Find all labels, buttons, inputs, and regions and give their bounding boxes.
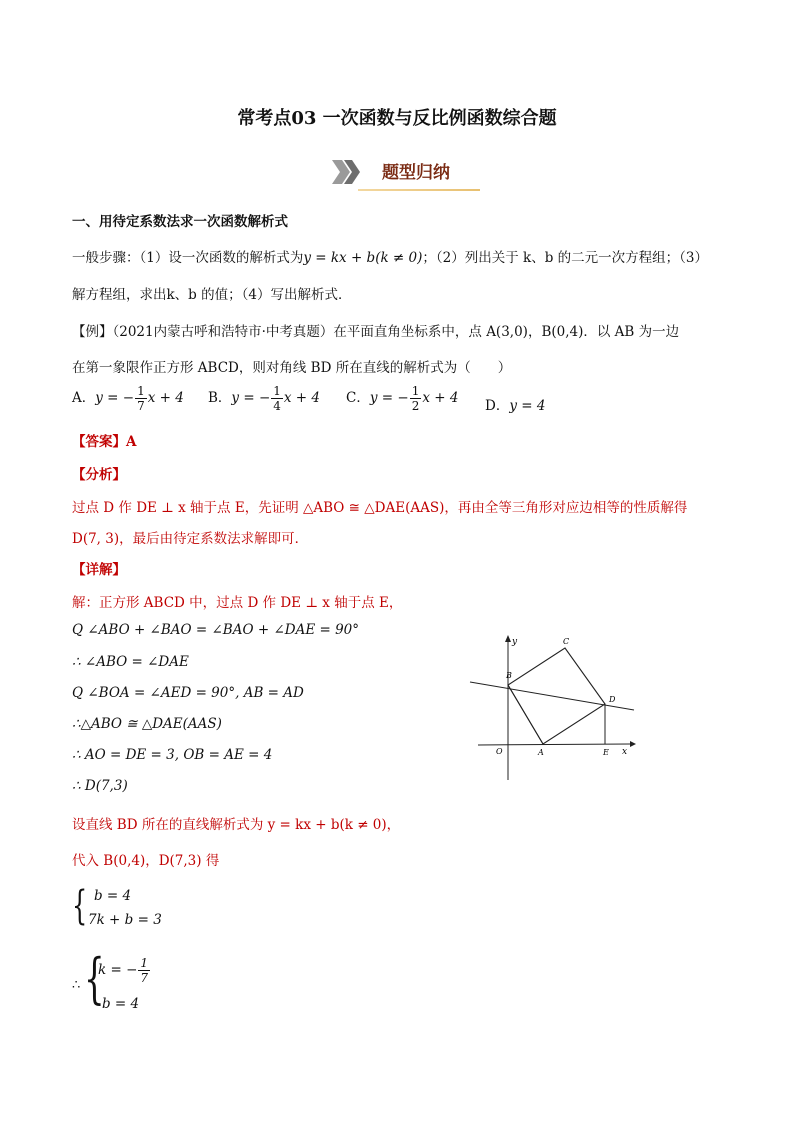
- page-title: 常考点03 一次函数与反比例函数综合题: [237, 108, 557, 129]
- solution-k: k = − $\frac{1}{7}$: [98, 956, 149, 985]
- banner-underline: [358, 189, 480, 191]
- option-a: A．y = − $\frac{1}{7}$ x + 4: [72, 384, 184, 413]
- label-e: E: [603, 748, 609, 757]
- analysis-label: 【分析】: [72, 467, 126, 483]
- x-axis-arrow-icon: [630, 741, 636, 747]
- label-o: O: [496, 747, 503, 756]
- fraction: $\frac{1}{2}$: [411, 384, 420, 413]
- proof-step-3: Q ∠BOA = ∠AED = 90°, AB = AD: [72, 685, 304, 701]
- steps-text-b: ；（2）列出关于 k、b 的二元一次方程组；（3）: [422, 250, 708, 266]
- geometry-figure: [468, 632, 638, 782]
- system-eq-2: 7k + b = 3: [88, 912, 162, 928]
- proof-step-1: Q ∠ABO + ∠BAO = ∠BAO + ∠DAE = 90°: [72, 622, 360, 638]
- fraction: $\frac{1}{7}$: [140, 956, 149, 985]
- option-d: D．y = 4: [485, 398, 546, 414]
- fraction: $\frac{1}{7}$: [137, 384, 145, 413]
- label-a: A: [538, 748, 544, 757]
- left-brace: {: [84, 947, 105, 1010]
- solution-b: b = 4: [102, 996, 140, 1012]
- section-banner-text: 题型归纳: [382, 163, 450, 183]
- system-eq-1: b = 4: [94, 888, 132, 904]
- steps-line-1: [72, 246, 708, 266]
- double-chevron-icon: [330, 158, 364, 186]
- answer-line: [72, 430, 136, 450]
- proof-step-6: ∴ D(7,3): [72, 778, 128, 794]
- set-line: 设直线 BD 所在的直线解析式为 y = kx + b(k ≠ 0)，: [72, 817, 401, 833]
- analysis-line-2: D(7, 3)，最后由待定系数法求解即可．: [72, 531, 309, 547]
- option-b: B．y = − $\frac{1}{4}$ x + 4: [208, 384, 321, 413]
- detail-label: 【详解】: [72, 562, 126, 578]
- label-d: D: [609, 695, 616, 704]
- example-line-2: 在第一象限作正方形 ABCD，则对角线 BD 所在直线的解析式为（ ）: [72, 360, 512, 376]
- option-c: C．y = − $\frac{1}{2}$ x + 4: [346, 384, 459, 413]
- example-line-1: 【例】（2021内蒙古呼和浩特市·中考真题）在平面直角坐标系中，点 A(3,0)，B(0,4)．以 AB 为一边: [72, 324, 680, 340]
- x-axis: [478, 744, 630, 745]
- answer-value: A: [126, 434, 137, 450]
- answer-label: 【答案】: [72, 434, 126, 450]
- fraction: $\frac{1}{4}$: [273, 384, 281, 413]
- label-x: x: [622, 747, 628, 757]
- steps-line-2: 解方程组，求出k、b 的值；（4）写出解析式．: [72, 287, 352, 303]
- y-axis-arrow-icon: [505, 635, 511, 642]
- proof-step-2: ∴ ∠ABO = ∠DAE: [72, 654, 189, 670]
- equation-system: [72, 883, 192, 936]
- left-brace: {: [72, 883, 88, 929]
- proof-step-5: ∴ AO = DE = 3, OB = AE = 4: [72, 747, 273, 763]
- proof-step-4: ∴△ABO ≅ △DAE(AAS): [72, 716, 222, 732]
- section-heading: 一、用待定系数法求一次函数解析式: [72, 214, 288, 230]
- label-c: C: [563, 637, 570, 646]
- steps-formula: y = kx + b(k ≠ 0): [303, 250, 423, 266]
- therefore-symbol: ∴: [72, 978, 81, 993]
- square-abcd: [508, 648, 605, 744]
- solution-system: [72, 947, 212, 1016]
- steps-text-a: 一般步骤：（1）设一次函数的解析式为: [72, 250, 304, 266]
- label-y: y: [512, 637, 518, 647]
- detail-intro: 解：正方形 ABCD 中，过点 D 作 DE ⊥ x 轴于点 E，: [72, 595, 403, 611]
- label-b: B: [506, 671, 512, 680]
- section-banner: [330, 156, 480, 192]
- analysis-line-1: 过点 D 作 DE ⊥ x 轴于点 E，先证明 △ABO ≅ △DAE(AAS)，再由全等三角形对应边相等的性质解得: [72, 500, 688, 516]
- substitute-line: 代入 B(0,4)，D(7,3) 得: [72, 853, 220, 869]
